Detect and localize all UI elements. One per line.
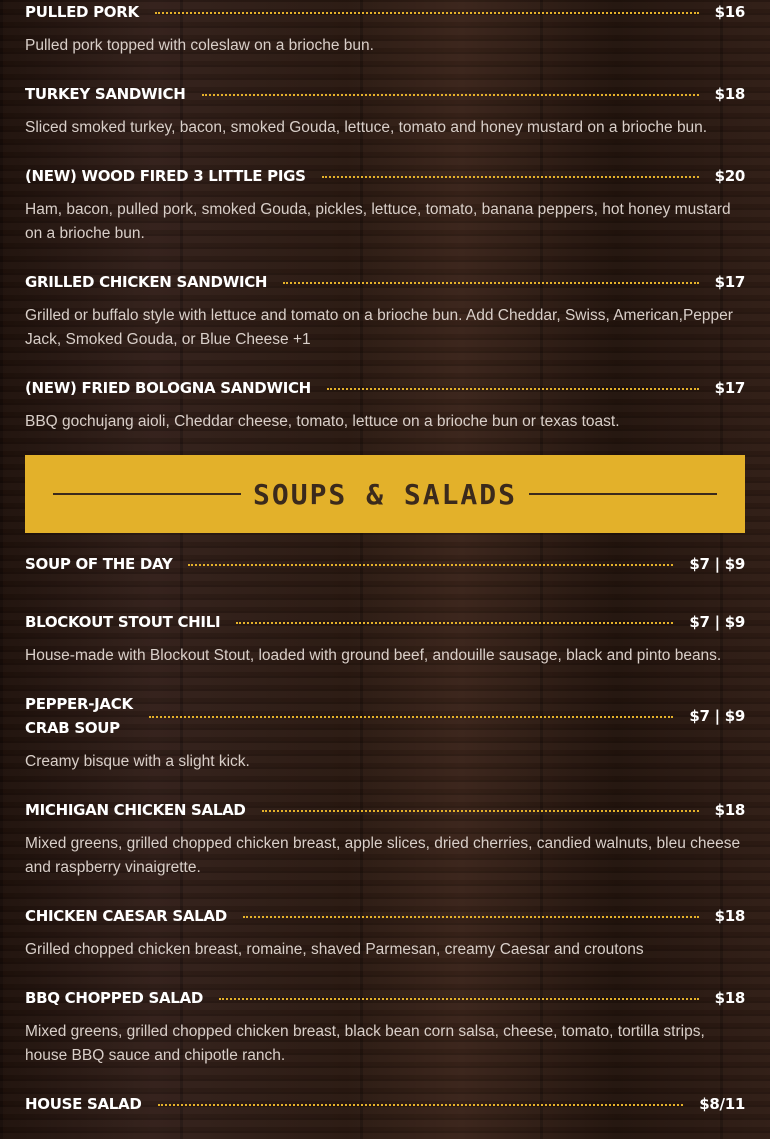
dotted-leader (155, 12, 699, 14)
dotted-leader (283, 282, 698, 284)
menu-item-bbq-chopped-salad (25, 986, 745, 1068)
menu-item-fried-bologna (25, 376, 745, 434)
item-name: BBQ CHOPPED SALAD (25, 989, 203, 1007)
menu-item-blockout-stout-chili (25, 610, 745, 668)
item-name-line-2: CRAB SOUP (25, 719, 120, 737)
menu-item-chicken-caesar-salad (25, 904, 745, 962)
banner-rule-right (529, 493, 717, 495)
menu-item-turkey-sandwich (25, 82, 745, 140)
dotted-leader (243, 916, 699, 918)
menu-item-3-little-pigs (25, 164, 745, 246)
item-description: House-made with Blockout Stout, loaded with ground beef, andouille sausage, black and pinto beans. (25, 647, 722, 664)
item-name: HOUSE SALAD (25, 1095, 142, 1113)
item-price: $18 (714, 989, 745, 1007)
section-title: SOUPS & SALADS (253, 477, 518, 511)
item-price: $18 (714, 85, 745, 103)
item-price: $7 | $9 (689, 613, 745, 631)
section-banner-soups-salads (25, 455, 745, 533)
item-name: (NEW) FRIED BOLOGNA SANDWICH (25, 379, 311, 397)
item-name: BLOCKOUT STOUT CHILI (25, 613, 221, 631)
item-description: Grilled or buffalo style with lettuce and tomato on a brioche bun. Add Cheddar, Swiss, American,Pepper Jack, Smoked Gouda, or Blue Cheese +1 (25, 307, 733, 348)
dotted-leader (262, 810, 699, 812)
menu-item-grilled-chicken-sandwich (25, 270, 745, 352)
item-description: Ham, bacon, pulled pork, smoked Gouda, pickles, lettuce, tomato, banana peppers, hot honey mustard on a brioche bun. (25, 201, 731, 242)
banner-rule-left (53, 493, 241, 495)
item-price: $18 (714, 801, 745, 819)
item-price: $7 | $9 (689, 555, 745, 573)
item-description: Mixed greens, grilled chopped chicken breast, apple slices, dried cherries, candied walnuts, bleu cheese and raspberry vinaigrette. (25, 835, 741, 876)
item-name (25, 692, 133, 740)
item-name: PULLED PORK (25, 3, 139, 21)
menu-item-house-salad (25, 1092, 745, 1116)
dotted-leader (236, 622, 673, 624)
item-price: $8/11 (699, 1095, 745, 1113)
dotted-leader (158, 1104, 684, 1106)
item-description: BBQ gochujang aioli, Cheddar cheese, tomato, lettuce on a brioche bun or texas toast. (25, 413, 620, 430)
item-description: Grilled chopped chicken breast, romaine, shaved Parmesan, creamy Caesar and croutons (25, 941, 644, 958)
item-description: Sliced smoked turkey, bacon, smoked Gouda, lettuce, tomato and honey mustard on a brioche bun. (25, 119, 708, 136)
item-price: $7 | $9 (689, 707, 745, 725)
dotted-leader (149, 716, 674, 718)
item-name: SOUP OF THE DAY (25, 555, 173, 573)
item-name: (NEW) WOOD FIRED 3 LITTLE PIGS (25, 167, 306, 185)
item-name: MICHIGAN CHICKEN SALAD (25, 801, 246, 819)
item-price: $17 (714, 379, 745, 397)
item-description: Creamy bisque with a slight kick. (25, 753, 250, 770)
menu-item-michigan-chicken-salad (25, 798, 745, 880)
item-name: CHICKEN CAESAR SALAD (25, 907, 227, 925)
menu-item-pulled-pork (25, 0, 745, 58)
menu-item-pepper-jack-crab-soup (25, 692, 745, 774)
item-name: TURKEY SANDWICH (25, 85, 186, 103)
dotted-leader (327, 388, 699, 390)
dotted-leader (188, 564, 673, 566)
dotted-leader (322, 176, 699, 178)
item-price: $20 (714, 167, 745, 185)
item-price: $18 (714, 907, 745, 925)
item-description: Mixed greens, grilled chopped chicken breast, black bean corn salsa, cheese, tomato, tortilla strips, house BBQ sauce and chipotle ranch. (25, 1023, 705, 1064)
dotted-leader (219, 998, 699, 1000)
item-name: GRILLED CHICKEN SANDWICH (25, 273, 268, 291)
item-description: Pulled pork topped with coleslaw on a brioche bun. (25, 37, 374, 54)
dotted-leader (202, 94, 699, 96)
menu-item-soup-of-the-day (25, 552, 745, 576)
item-name-line-1: PEPPER-JACK (25, 695, 133, 713)
item-price: $16 (714, 3, 745, 21)
item-price: $17 (714, 273, 745, 291)
